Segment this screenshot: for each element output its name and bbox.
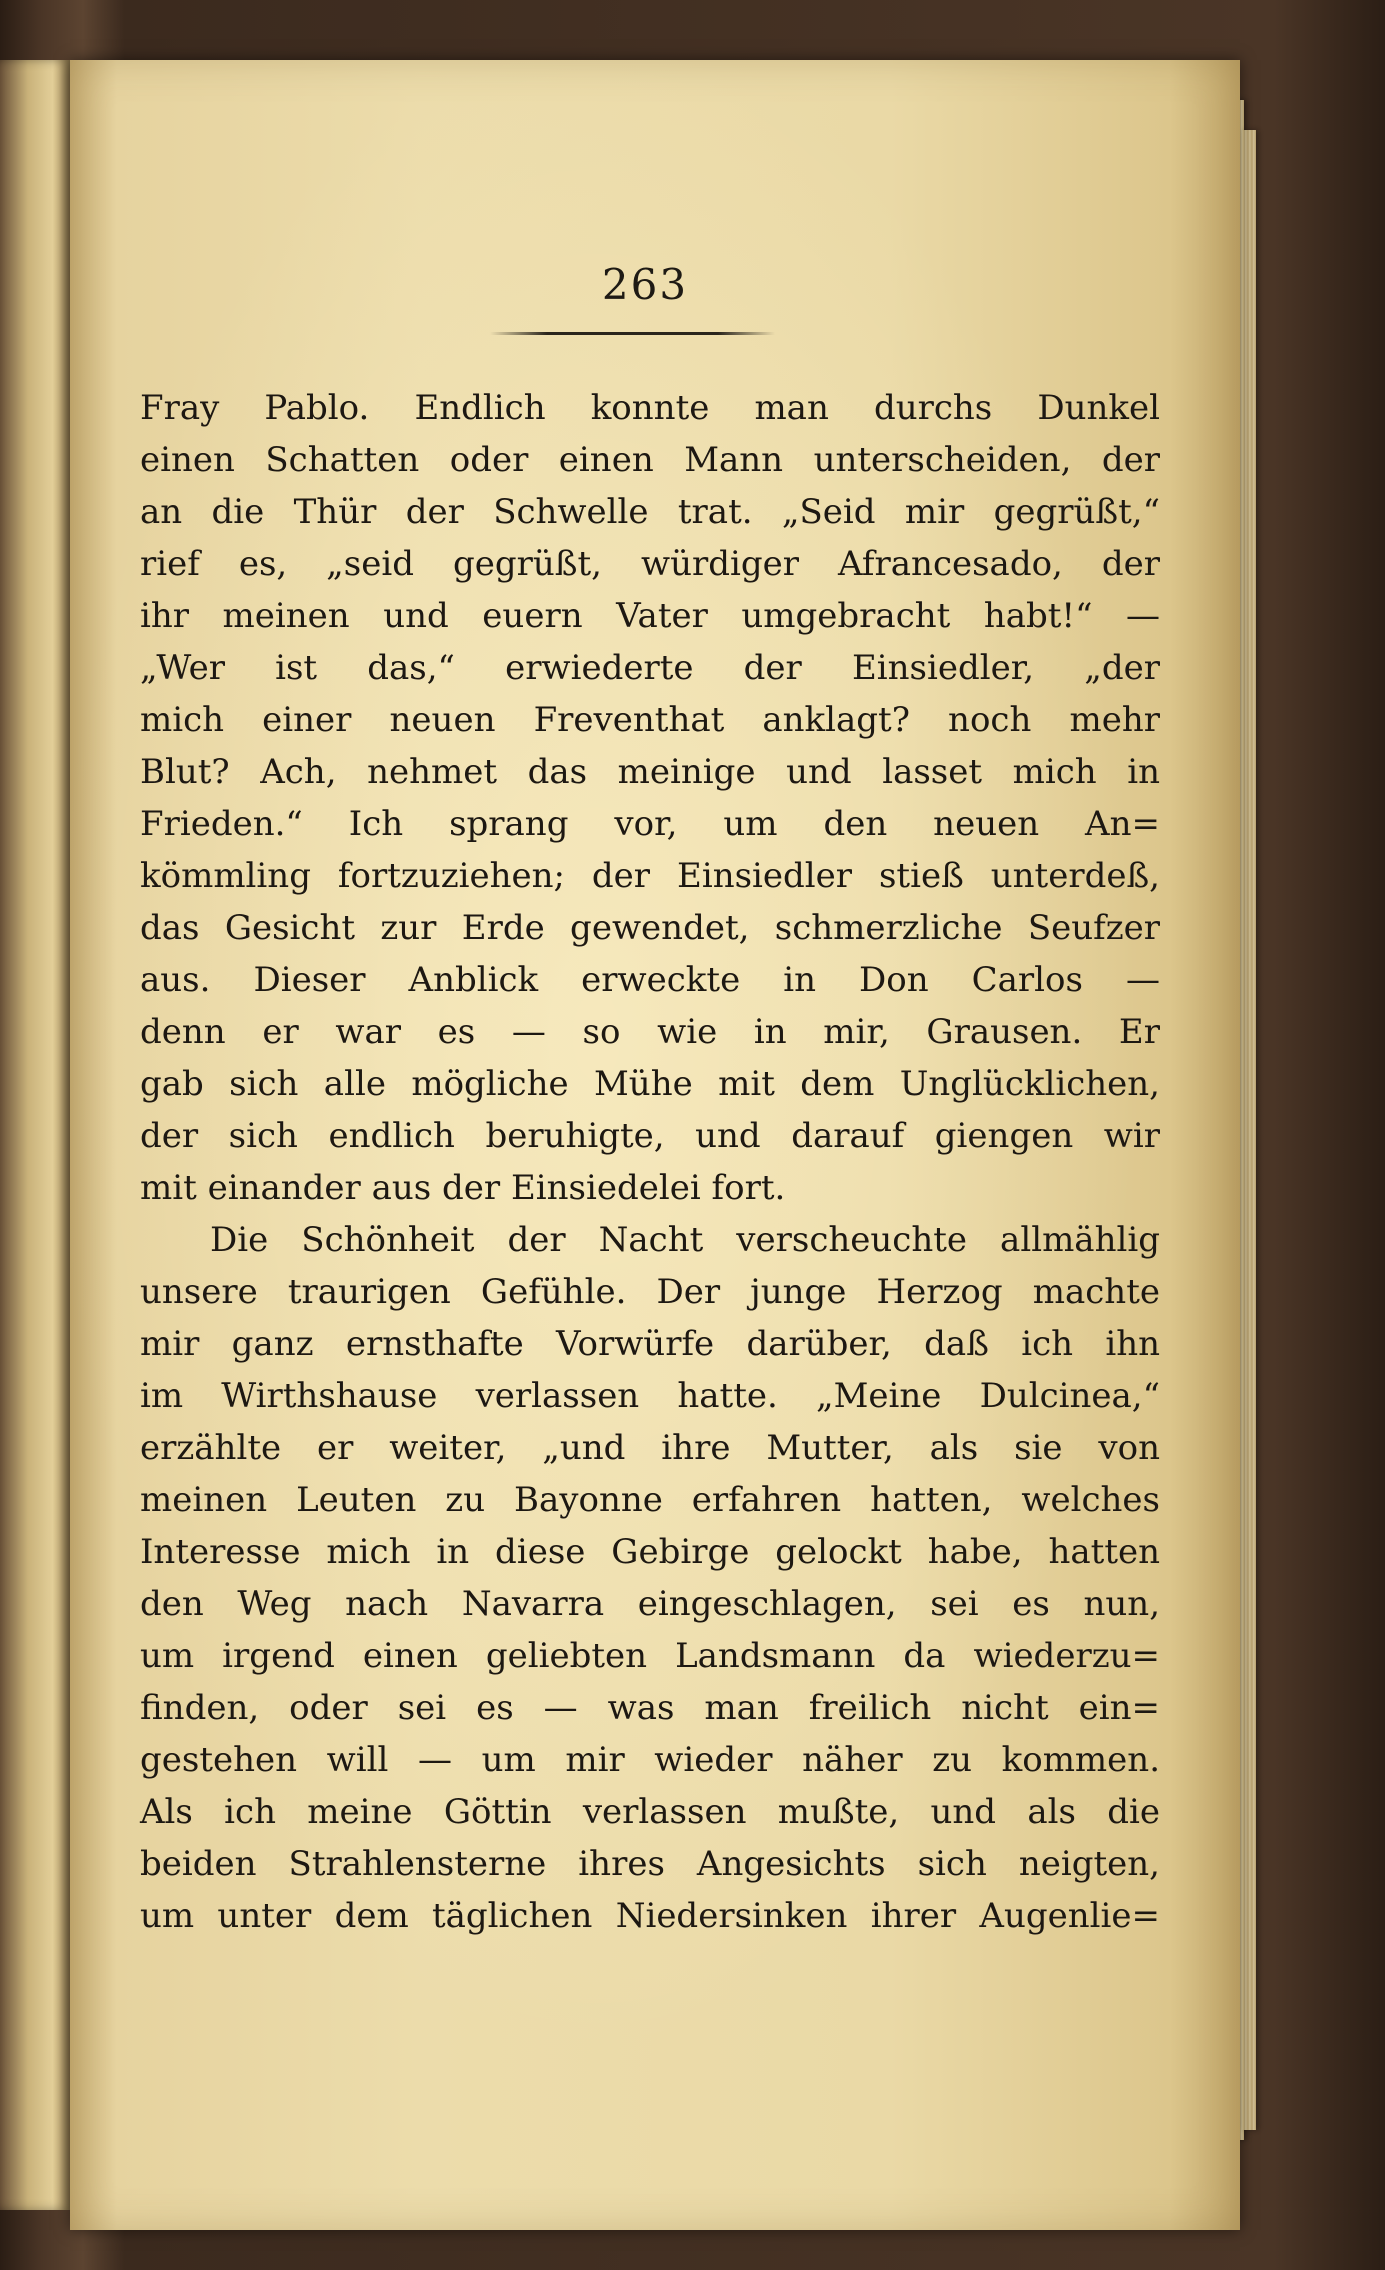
paragraph-2: [140, 1214, 1160, 1942]
previous-page-edge: [0, 60, 70, 2210]
page-block-edge-inner: [1242, 130, 1256, 2130]
text-line: meinen Leuten zu Bayonne erfahren hatten, welches: [140, 1480, 1160, 1520]
text-line: im Wirthshause verlassen hatte. „Meine Dulcinea,“: [140, 1376, 1160, 1416]
text-line: den Weg nach Navarra eingeschlagen, sei es nun,: [140, 1584, 1160, 1624]
text-line: „Wer ist das,“ erwiederte der Einsiedler, „der: [140, 648, 1160, 688]
text-line: rief es, „seid gegrüßt, würdiger Afrancesado, der: [140, 544, 1160, 584]
text-line: einen Schatten oder einen Mann unterscheiden, der: [140, 440, 1160, 480]
text-line: Fray Pablo. Endlich konnte man durchs Dunkel: [140, 388, 1160, 428]
text-line: mit einander aus der Einsiedelei fort.: [140, 1168, 786, 1208]
text-line: um unter dem täglichen Niedersinken ihrer Augenlie=: [140, 1896, 1160, 1936]
text-line: Frieden.“ Ich sprang vor, um den neuen An=: [140, 804, 1160, 844]
text-line: gestehen will — um mir wieder näher zu kommen.: [140, 1740, 1160, 1780]
text-line: Als ich meine Göttin verlassen mußte, und als die: [140, 1792, 1160, 1832]
text-line: unsere traurigen Gefühle. Der junge Herzog machte: [140, 1272, 1160, 1312]
text-line: an die Thür der Schwelle trat. „Seid mir gegrüßt,“: [140, 492, 1160, 532]
text-line: das Gesicht zur Erde gewendet, schmerzliche Seufzer: [140, 908, 1160, 948]
text-line: Interesse mich in diese Gebirge gelockt habe, hatten: [140, 1532, 1160, 1572]
text-line: aus. Dieser Anblick erweckte in Don Carlos —: [140, 960, 1160, 1000]
text-line: ihr meinen und euern Vater umgebracht habt!“ —: [140, 596, 1160, 636]
paragraph-1: [140, 382, 1160, 1214]
text-line: beiden Strahlensterne ihres Angesichts sich neigten,: [140, 1844, 1160, 1884]
text-line: um irgend einen geliebten Landsmann da wiederzu=: [140, 1636, 1160, 1676]
header-rule: [490, 332, 775, 335]
text-line: denn er war es — so wie in mir, Grausen. Er: [140, 1012, 1160, 1052]
text-line: mir ganz ernsthafte Vorwürfe darüber, daß ich ihn: [140, 1324, 1160, 1364]
text-line: mich einer neuen Freventhat anklagt? noch mehr: [140, 700, 1160, 740]
page-number: 263: [601, 260, 689, 309]
text-line: Die Schönheit der Nacht verscheuchte allmählig: [210, 1220, 1160, 1260]
text-line: erzählte er weiter, „und ihre Mutter, als sie von: [140, 1428, 1160, 1468]
text-line: finden, oder sei es — was man freilich nicht ein=: [140, 1688, 1160, 1728]
text-line: Blut? Ach, nehmet das meinige und lasset mich in: [140, 752, 1160, 792]
body-text: [140, 382, 1160, 1942]
text-line: gab sich alle mögliche Mühe mit dem Unglücklichen,: [140, 1064, 1160, 1104]
text-line: der sich endlich beruhigte, und darauf giengen wir: [140, 1116, 1160, 1156]
book-page: [70, 60, 1240, 2230]
text-line: kömmling fortzuziehen; der Einsiedler stieß unterdeß,: [140, 856, 1160, 896]
